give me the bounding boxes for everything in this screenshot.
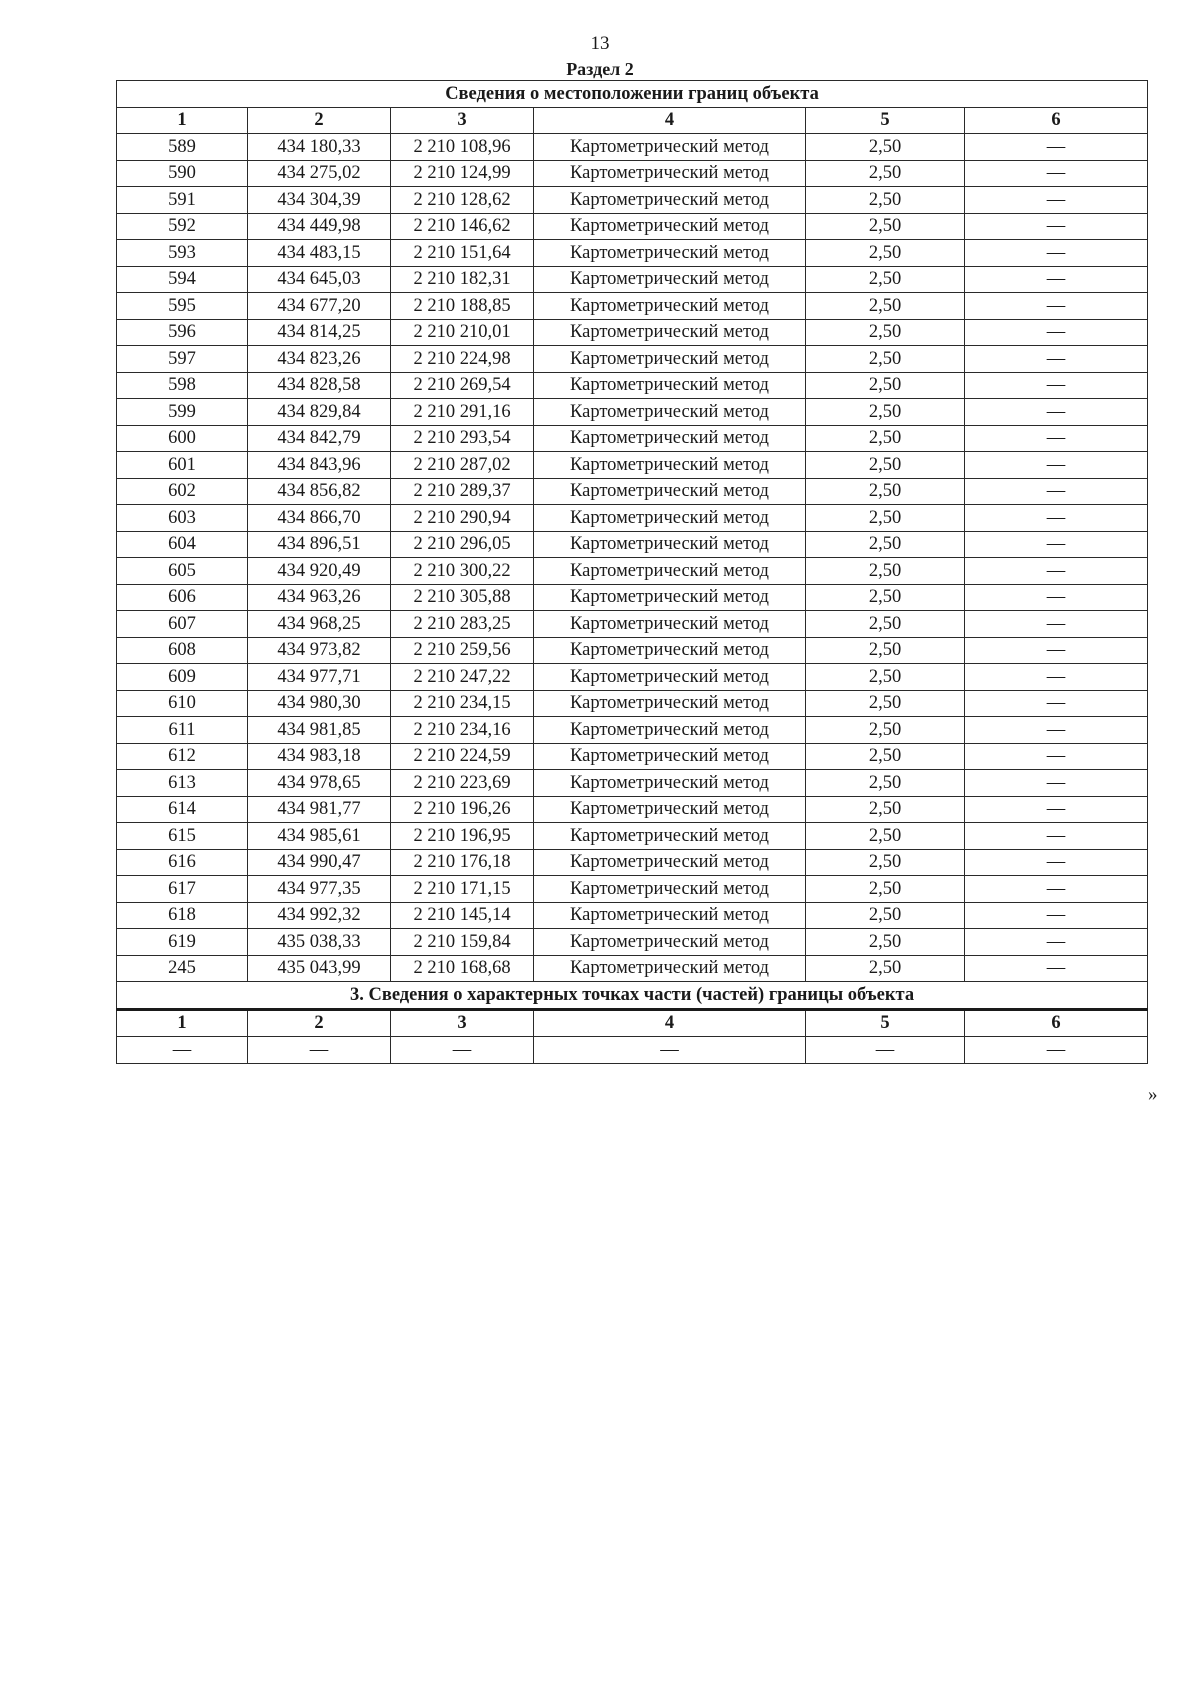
table-cell: 604 (117, 531, 248, 558)
table-cell: — (965, 531, 1148, 558)
table-cell: — (965, 558, 1148, 585)
table-cell: Картометрический метод (534, 372, 806, 399)
table-cell: 618 (117, 902, 248, 929)
table-cell: 616 (117, 849, 248, 876)
table-cell: 2 210 224,59 (391, 743, 534, 770)
table-cell: 2,50 (806, 505, 965, 532)
table-row (117, 823, 1148, 850)
table-cell: Картометрический метод (534, 717, 806, 744)
table-cell: Картометрический метод (534, 425, 806, 452)
table-cell: 2,50 (806, 213, 965, 240)
table-cell: 612 (117, 743, 248, 770)
table-cell: 434 829,84 (248, 399, 391, 426)
table-cell: — (391, 1037, 534, 1064)
table-cell: 2,50 (806, 717, 965, 744)
table-row (117, 160, 1148, 187)
table-cell: Картометрический метод (534, 611, 806, 638)
table-cell: Картометрический метод (534, 505, 806, 532)
table-cell: 2,50 (806, 690, 965, 717)
table-cell: — (965, 266, 1148, 293)
table-cell: Картометрический метод (534, 929, 806, 956)
table-cell: 434 896,51 (248, 531, 391, 558)
table-cell: 434 677,20 (248, 293, 391, 320)
table-cell: — (965, 160, 1148, 187)
boundary-table-body (117, 81, 1148, 1064)
table-cell: 2,50 (806, 637, 965, 664)
table-cell: 594 (117, 266, 248, 293)
closing-quote: » (1148, 1084, 1158, 1105)
table-cell: 434 843,96 (248, 452, 391, 479)
table-cell: 2 210 290,94 (391, 505, 534, 532)
table-cell: 608 (117, 637, 248, 664)
table-row (117, 770, 1148, 797)
table-cell: 619 (117, 929, 248, 956)
table-cell: 434 842,79 (248, 425, 391, 452)
table-cell: — (965, 690, 1148, 717)
table1-col-header: 2 (248, 107, 391, 134)
table-cell: 611 (117, 717, 248, 744)
table-cell: 2,50 (806, 876, 965, 903)
table-cell: 434 992,32 (248, 902, 391, 929)
table-cell: — (806, 1037, 965, 1064)
table-cell: 2 210 145,14 (391, 902, 534, 929)
table-cell: 601 (117, 452, 248, 479)
table-cell: 2,50 (806, 134, 965, 161)
table-row (117, 372, 1148, 399)
table-cell: 434 977,71 (248, 664, 391, 691)
table-cell: — (965, 796, 1148, 823)
table-cell: 2 210 234,15 (391, 690, 534, 717)
table-cell: 434 856,82 (248, 478, 391, 505)
table-cell: 435 043,99 (248, 955, 391, 982)
table-cell: Картометрический метод (534, 584, 806, 611)
table-cell: 603 (117, 505, 248, 532)
table-cell: 434 983,18 (248, 743, 391, 770)
section-title: Раздел 2 (566, 59, 634, 79)
table2-col-header: 5 (806, 1009, 965, 1037)
table-cell: 2,50 (806, 399, 965, 426)
table-cell: 434 275,02 (248, 160, 391, 187)
table-cell: — (965, 611, 1148, 638)
table1-title: Сведения о местоположении границ объекта (117, 81, 1148, 108)
table-cell: — (965, 240, 1148, 267)
table-cell: 435 038,33 (248, 929, 391, 956)
table-cell: 2 210 234,16 (391, 717, 534, 744)
table-row (117, 955, 1148, 982)
table-row (117, 399, 1148, 426)
table-cell: 2 210 287,02 (391, 452, 534, 479)
table-cell: 2,50 (806, 929, 965, 956)
table-cell: 2,50 (806, 425, 965, 452)
table-cell: 613 (117, 770, 248, 797)
table-cell: Картометрический метод (534, 319, 806, 346)
table-cell: 2,50 (806, 319, 965, 346)
table-cell: — (965, 770, 1148, 797)
table-cell: Картометрический метод (534, 955, 806, 982)
table-cell: 434 483,15 (248, 240, 391, 267)
table-cell: — (965, 505, 1148, 532)
table-cell: 602 (117, 478, 248, 505)
table-cell: 434 814,25 (248, 319, 391, 346)
table-row (117, 240, 1148, 267)
table-row (117, 1037, 1148, 1064)
table-cell: Картометрический метод (534, 293, 806, 320)
table-row (117, 743, 1148, 770)
table-row (117, 637, 1148, 664)
table-cell: 2 210 128,62 (391, 187, 534, 214)
table-row (117, 134, 1148, 161)
table-row (117, 902, 1148, 929)
table-cell: 2 210 223,69 (391, 770, 534, 797)
table-cell: 434 866,70 (248, 505, 391, 532)
table-cell: Картометрический метод (534, 531, 806, 558)
table-cell: 2,50 (806, 902, 965, 929)
table-cell: 2 210 171,15 (391, 876, 534, 903)
table-cell: 593 (117, 240, 248, 267)
table-cell: 2,50 (806, 372, 965, 399)
table-cell: Картометрический метод (534, 452, 806, 479)
table1-col-header: 6 (965, 107, 1148, 134)
table-cell: Картометрический метод (534, 637, 806, 664)
table-cell: 2,50 (806, 611, 965, 638)
table-cell: 599 (117, 399, 248, 426)
table-cell: 2 210 108,96 (391, 134, 534, 161)
table-cell: Картометрический метод (534, 399, 806, 426)
table-cell: 2,50 (806, 823, 965, 850)
table-cell: — (965, 399, 1148, 426)
table-row (117, 664, 1148, 691)
table-cell: Картометрический метод (534, 187, 806, 214)
table-cell: 434 180,33 (248, 134, 391, 161)
table-cell: 2 210 210,01 (391, 319, 534, 346)
table-cell: Картометрический метод (534, 266, 806, 293)
table-row (117, 266, 1148, 293)
table2-col-header: 2 (248, 1009, 391, 1037)
table1-col-header: 5 (806, 107, 965, 134)
table-cell: 615 (117, 823, 248, 850)
table-cell: — (965, 187, 1148, 214)
table-cell: 434 973,82 (248, 637, 391, 664)
table1-col-header: 4 (534, 107, 806, 134)
table-cell: 2,50 (806, 558, 965, 585)
table-cell: 2,50 (806, 796, 965, 823)
table-cell: 2 210 293,54 (391, 425, 534, 452)
table-cell: — (965, 346, 1148, 373)
table-cell: 596 (117, 319, 248, 346)
table-cell: 2 210 259,56 (391, 637, 534, 664)
table-cell: 2,50 (806, 293, 965, 320)
table-row (117, 346, 1148, 373)
table-row (117, 425, 1148, 452)
page-number: 13 (590, 33, 610, 54)
table-row (117, 584, 1148, 611)
table-cell: 2,50 (806, 849, 965, 876)
table-cell: 2 210 300,22 (391, 558, 534, 585)
table2-col-header: 3 (391, 1009, 534, 1037)
table-row (117, 531, 1148, 558)
table-cell: Картометрический метод (534, 770, 806, 797)
table-row (117, 478, 1148, 505)
table-cell: — (965, 637, 1148, 664)
table-cell: 434 304,39 (248, 187, 391, 214)
table-cell: Картометрический метод (534, 134, 806, 161)
table-cell: 2 210 296,05 (391, 531, 534, 558)
table2-header-row (117, 1009, 1148, 1037)
table-cell: 2 210 151,64 (391, 240, 534, 267)
table-cell: — (965, 213, 1148, 240)
table-cell: 434 985,61 (248, 823, 391, 850)
table-cell: — (117, 1037, 248, 1064)
table-cell: 2 210 291,16 (391, 399, 534, 426)
table1-header-row (117, 107, 1148, 134)
table2-col-header: 4 (534, 1009, 806, 1037)
table-cell: 610 (117, 690, 248, 717)
table-cell: — (965, 319, 1148, 346)
table-cell: 434 645,03 (248, 266, 391, 293)
table-cell: — (965, 823, 1148, 850)
table-row (117, 717, 1148, 744)
table-cell: 2,50 (806, 955, 965, 982)
table-cell: 617 (117, 876, 248, 903)
table-row (117, 187, 1148, 214)
table-cell: 434 981,85 (248, 717, 391, 744)
table-cell: 2,50 (806, 584, 965, 611)
table-row (117, 796, 1148, 823)
table-cell: 605 (117, 558, 248, 585)
table-cell: — (965, 743, 1148, 770)
table-row (117, 213, 1148, 240)
table-cell: 2 210 224,98 (391, 346, 534, 373)
table-cell: 595 (117, 293, 248, 320)
table-row (117, 505, 1148, 532)
table-cell: Картометрический метод (534, 160, 806, 187)
table-cell: 2 210 305,88 (391, 584, 534, 611)
table2-col-header: 1 (117, 1009, 248, 1037)
table-cell: 2,50 (806, 160, 965, 187)
table-cell: — (965, 955, 1148, 982)
table-cell: 2,50 (806, 266, 965, 293)
table-cell: 589 (117, 134, 248, 161)
table-cell: — (965, 849, 1148, 876)
table-cell: 2 210 196,26 (391, 796, 534, 823)
table-cell: Картометрический метод (534, 902, 806, 929)
table-cell: Картометрический метод (534, 823, 806, 850)
table-cell: 2,50 (806, 240, 965, 267)
table-cell: 590 (117, 160, 248, 187)
table-row (117, 876, 1148, 903)
table-cell: 606 (117, 584, 248, 611)
table-cell: 2 210 247,22 (391, 664, 534, 691)
table-cell: Картометрический метод (534, 849, 806, 876)
table-cell: 600 (117, 425, 248, 452)
table-cell: 434 977,35 (248, 876, 391, 903)
table-row (117, 558, 1148, 585)
table-cell: 598 (117, 372, 248, 399)
table-cell: 2,50 (806, 346, 965, 373)
table-row (117, 319, 1148, 346)
table-cell: — (965, 293, 1148, 320)
table-cell: Картометрический метод (534, 876, 806, 903)
table-row (117, 452, 1148, 479)
table-cell: — (965, 717, 1148, 744)
table-cell: — (965, 372, 1148, 399)
table-cell: 592 (117, 213, 248, 240)
table-row (117, 293, 1148, 320)
table-cell: 2 210 283,25 (391, 611, 534, 638)
table-cell: — (965, 478, 1148, 505)
table-cell: Картометрический метод (534, 690, 806, 717)
table-row (117, 929, 1148, 956)
table-cell: — (965, 929, 1148, 956)
table-cell: 434 449,98 (248, 213, 391, 240)
table-cell: 434 990,47 (248, 849, 391, 876)
table-cell: 2 210 146,62 (391, 213, 534, 240)
table-cell: 2,50 (806, 664, 965, 691)
table-cell: — (965, 664, 1148, 691)
table2-title: 3. Сведения о характерных точках части (частей) границы объекта (117, 982, 1148, 1010)
table2-col-header: 6 (965, 1009, 1148, 1037)
table-cell: 614 (117, 796, 248, 823)
table-cell: Картометрический метод (534, 664, 806, 691)
table-cell: 434 980,30 (248, 690, 391, 717)
table1-title-row (117, 81, 1148, 108)
table-cell: 2 210 159,84 (391, 929, 534, 956)
table-cell: Картометрический метод (534, 213, 806, 240)
table-cell: 2,50 (806, 478, 965, 505)
table-cell: 597 (117, 346, 248, 373)
table-cell: Картометрический метод (534, 796, 806, 823)
table-cell: — (965, 425, 1148, 452)
table-cell: 434 981,77 (248, 796, 391, 823)
table-cell: 2,50 (806, 452, 965, 479)
table-cell: 609 (117, 664, 248, 691)
table-cell: 2 210 196,95 (391, 823, 534, 850)
table-cell: 2 210 269,54 (391, 372, 534, 399)
table-cell: 434 968,25 (248, 611, 391, 638)
boundary-table (116, 80, 1148, 1064)
table-cell: 2,50 (806, 743, 965, 770)
table-cell: 245 (117, 955, 248, 982)
table-cell: 434 823,26 (248, 346, 391, 373)
table-cell: — (965, 452, 1148, 479)
table-cell: 434 828,58 (248, 372, 391, 399)
table-cell: 434 978,65 (248, 770, 391, 797)
table-cell: — (965, 1037, 1148, 1064)
table-cell: 434 920,49 (248, 558, 391, 585)
table-cell: — (534, 1037, 806, 1064)
table-cell: 2,50 (806, 770, 965, 797)
table-row (117, 849, 1148, 876)
table-cell: — (965, 134, 1148, 161)
table-cell: — (248, 1037, 391, 1064)
table1-col-header: 3 (391, 107, 534, 134)
table-cell: — (965, 584, 1148, 611)
table-cell: 2 210 176,18 (391, 849, 534, 876)
table-cell: Картометрический метод (534, 346, 806, 373)
table-cell: 2 210 182,31 (391, 266, 534, 293)
table-row (117, 611, 1148, 638)
table-cell: 2 210 289,37 (391, 478, 534, 505)
table-cell: 2,50 (806, 187, 965, 214)
table-cell: — (965, 902, 1148, 929)
table-cell: 2,50 (806, 531, 965, 558)
table-cell: 434 963,26 (248, 584, 391, 611)
table-cell: — (965, 876, 1148, 903)
table-cell: Картометрический метод (534, 240, 806, 267)
table-cell: 607 (117, 611, 248, 638)
table-cell: 591 (117, 187, 248, 214)
table2-title-row (117, 982, 1148, 1010)
table-cell: Картометрический метод (534, 558, 806, 585)
table-cell: 2 210 168,68 (391, 955, 534, 982)
table-cell: Картометрический метод (534, 743, 806, 770)
table-cell: Картометрический метод (534, 478, 806, 505)
table-cell: 2 210 188,85 (391, 293, 534, 320)
table-row (117, 690, 1148, 717)
table-cell: 2 210 124,99 (391, 160, 534, 187)
table1-col-header: 1 (117, 107, 248, 134)
